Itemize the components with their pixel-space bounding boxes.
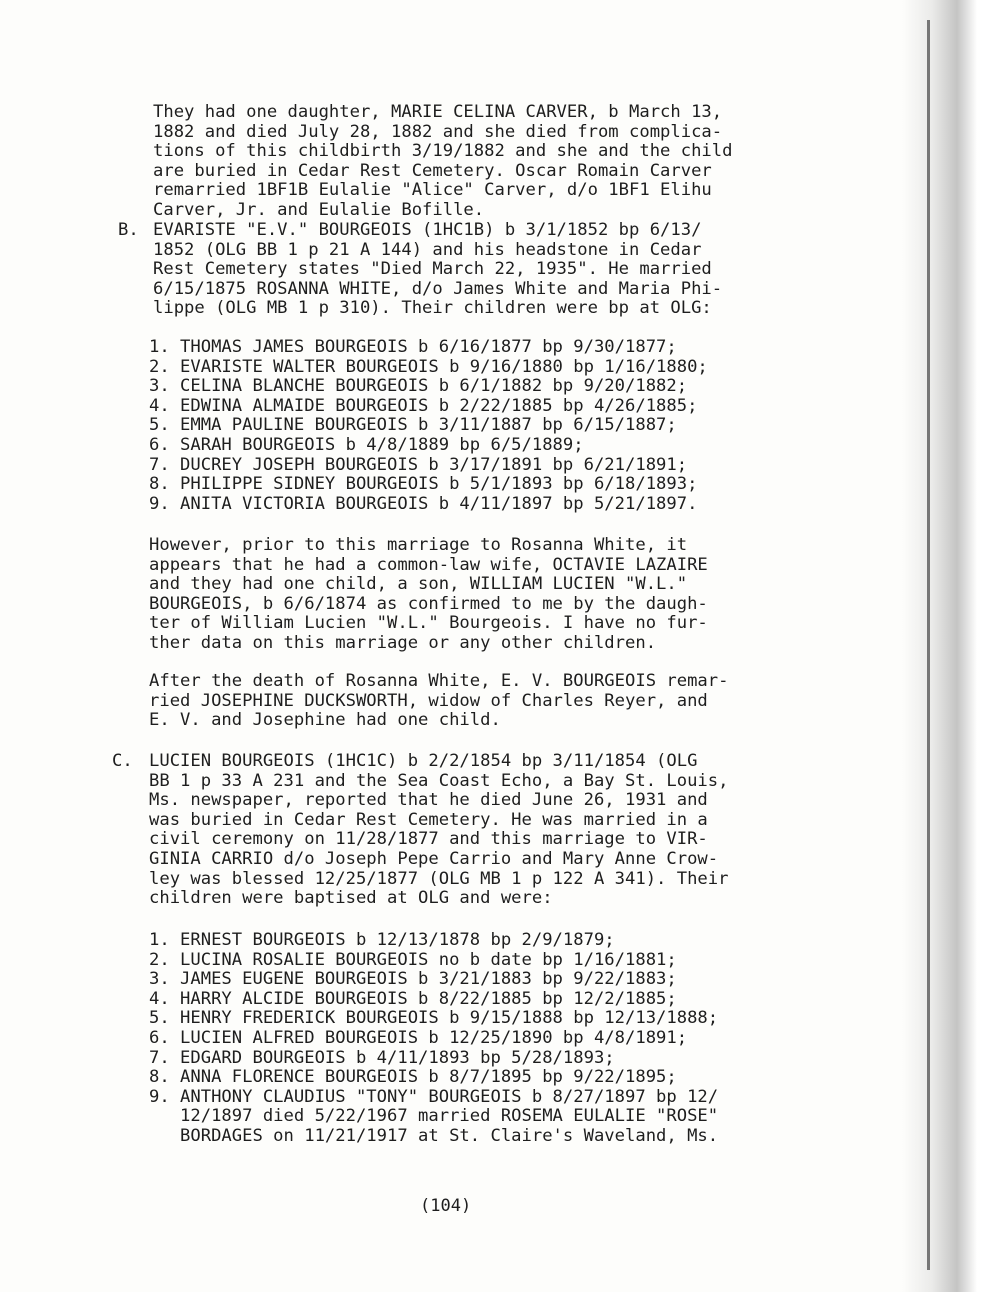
child-list-item: 7. DUCREY JOSEPH BOURGEOIS b 3/17/1891 bp 6/21/1891; xyxy=(149,454,688,475)
section-b-line: 6/15/1875 ROSANNA WHITE, d/o James White and Maria Phi- xyxy=(153,278,723,299)
child-list-item: 3. JAMES EUGENE BOURGEOIS b 3/21/1883 bp 9/22/1883; xyxy=(149,969,677,990)
paragraph-line: ried JOSEPHINE DUCKSWORTH, widow of Charles Reyer, and xyxy=(149,690,708,711)
child-list-item: 6. LUCIEN ALFRED BOURGEOIS b 12/25/1890 bp 4/8/1891; xyxy=(149,1028,688,1048)
section-c-line: was buried in Cedar Rest Cemetery. He was married in a xyxy=(149,809,708,830)
child-list-item: 8. ANNA FLORENCE BOURGEOIS b 8/7/1895 bp 9/22/1895; xyxy=(149,1067,677,1088)
paragraph-line: After the death of Rosanna White, E. V. BOURGEOIS remar- xyxy=(149,671,729,691)
child-list-item: 9. ANTHONY CLAUDIUS "TONY" BOURGEOIS b 8/27/1897 bp 12/ xyxy=(149,1086,719,1107)
section-b-line: Rest Cemetery states "Died March 22, 1935". He married xyxy=(153,259,712,280)
child-list-item: 4. EDWINA ALMAIDE BOURGEOIS b 2/22/1885 bp 4/26/1885; xyxy=(149,395,698,416)
child-list-item: 6. SARAH BOURGEOIS b 4/8/1889 bp 6/5/1889; xyxy=(149,435,584,455)
paragraph-line: appears that he had a common-law wife, OCTAVIE LAZAIRE xyxy=(149,554,708,575)
section-marker-c: C. xyxy=(112,751,133,771)
child-list-item: 4. HARRY ALCIDE BOURGEOIS b 8/22/1885 bp 12/2/1885; xyxy=(149,988,677,1009)
section-c-line: GINIA CARRIO d/o Joseph Pepe Carrio and Mary Anne Crow- xyxy=(149,849,719,869)
paragraph-line: Carver, Jr. and Eulalie Bofille. xyxy=(153,200,485,220)
paragraph-line: ther data on this marriage or any other children. xyxy=(149,633,657,653)
section-b-line: 1852 (OLG BB 1 p 21 A 144) and his headstone in Cedar xyxy=(153,239,702,260)
page-number: (104) xyxy=(420,1196,472,1216)
section-c-line: civil ceremony on 11/28/1877 and this marriage to VIR- xyxy=(149,829,708,850)
paragraph-line: ter of William Lucien "W.L." Bourgeois. I have no fur- xyxy=(149,613,708,634)
child-list-item: 5. EMMA PAULINE BOURGEOIS b 3/11/1887 bp 6/15/1887; xyxy=(149,415,677,436)
paragraph-line: 1882 and died July 28, 1882 and she died from complica- xyxy=(153,121,723,142)
child-list-item: 2. LUCINA ROSALIE BOURGEOIS no b date bp 1/16/1881; xyxy=(149,949,677,970)
child-list-item: 7. EDGARD BOURGEOIS b 4/11/1893 bp 5/28/1893; xyxy=(149,1047,615,1068)
section-c-line: children were baptised at OLG and were: xyxy=(149,888,553,909)
paragraph-line: and they had one child, a son, WILLIAM LUCIEN "W.L." xyxy=(149,574,688,595)
section-b-line: EVARISTE "E.V." BOURGEOIS (1HC1B) b 3/1/1852 bp 6/13/ xyxy=(153,220,702,240)
section-c-line: BB 1 p 33 A 231 and the Sea Coast Echo, a Bay St. Louis, xyxy=(149,770,729,791)
scan-edge-shadow xyxy=(902,0,992,1292)
section-b-line: lippe (OLG MB 1 p 310). Their children were bp at OLG: xyxy=(153,298,712,319)
paragraph-line: However, prior to this marriage to Rosanna White, it xyxy=(149,535,688,555)
child-list-item: 8. PHILIPPE SIDNEY BOURGEOIS b 5/1/1893 bp 6/18/1893; xyxy=(149,474,698,495)
paragraph-line: are buried in Cedar Rest Cemetery. Oscar Romain Carver xyxy=(153,160,712,181)
paragraph-line: BOURGEOIS, b 6/6/1874 as confirmed to me by the daugh- xyxy=(149,593,708,614)
section-c-line: ley was blessed 12/25/1877 (OLG MB 1 p 122 A 341). Their xyxy=(149,868,729,889)
child-list-item: 5. HENRY FREDERICK BOURGEOIS b 9/15/1888 bp 12/13/1888; xyxy=(149,1008,719,1029)
paragraph-line: tions of this childbirth 3/19/1882 and she and the child xyxy=(153,141,733,162)
child-list-item: 3. CELINA BLANCHE BOURGEOIS b 6/1/1882 bp 9/20/1882; xyxy=(149,376,688,397)
paragraph-line: remarried 1BF1B Eulalie "Alice" Carver, d/o 1BF1 Elihu xyxy=(153,180,712,201)
child-list-item: 12/1897 died 5/22/1967 married ROSEMA EULALIE "ROSE" xyxy=(149,1106,719,1127)
child-list-item: 1. THOMAS JAMES BOURGEOIS b 6/16/1877 bp 9/30/1877; xyxy=(149,337,677,357)
paragraph-line: E. V. and Josephine had one child. xyxy=(149,710,501,731)
scan-edge-line xyxy=(927,20,930,1270)
section-marker-b: B. xyxy=(118,220,139,240)
paragraph-line: They had one daughter, MARIE CELINA CARVER, b March 13, xyxy=(153,102,723,122)
section-c-line: Ms. newspaper, reported that he died June 26, 1931 and xyxy=(149,790,708,811)
child-list-item: 1. ERNEST BOURGEOIS b 12/13/1878 bp 2/9/1879; xyxy=(149,930,615,950)
child-list-item: 9. ANITA VICTORIA BOURGEOIS b 4/11/1897 bp 5/21/1897. xyxy=(149,493,698,514)
child-list-item: BORDAGES on 11/21/1917 at St. Claire's Waveland, Ms. xyxy=(149,1126,719,1146)
child-list-item: 2. EVARISTE WALTER BOURGEOIS b 9/16/1880 bp 1/16/1880; xyxy=(149,356,708,377)
section-c-line: LUCIEN BOURGEOIS (1HC1C) b 2/2/1854 bp 3/11/1854 (OLG xyxy=(149,751,698,771)
